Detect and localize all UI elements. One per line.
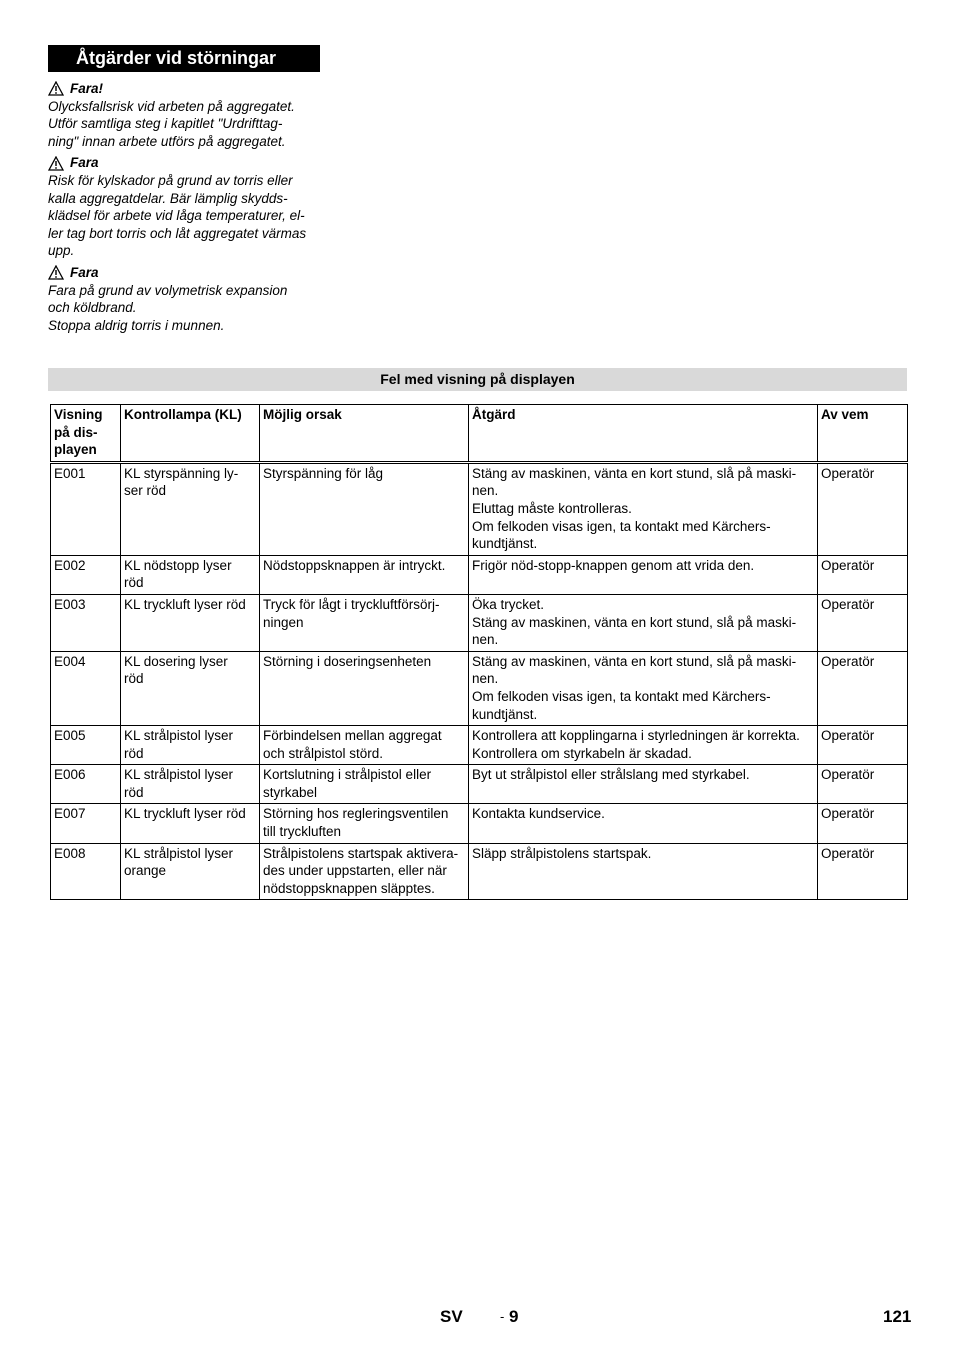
warning-triangle-icon [48,156,64,171]
warning-title [48,80,326,98]
table-row [51,765,908,804]
table-row [51,462,908,555]
warning-block [48,80,326,150]
error-code-cell: E004 [51,651,121,725]
error-code-cell: E007 [51,804,121,843]
column-header-by-whom: Av vem [818,405,908,463]
error-table [50,404,908,900]
remedy-cell: Stäng av maskinen, vänta en kort stund, slå på maski- nen. Eluttag måste kontrolleras. Om felkoden visas igen, ta kontakt med Kärchers- kundtjänst. [469,462,818,555]
table-row [51,726,908,765]
by-whom-cell: Operatör [818,804,908,843]
warning-text-line: och köldbrand. [48,300,137,316]
indicator-lamp-cell: KL styrspänning ly- ser röd [121,462,260,555]
section-title: Fel med visning på displayen [48,368,907,391]
warning-block [48,154,326,260]
by-whom-cell: Operatör [818,765,908,804]
possible-cause-cell: Förbindelsen mellan aggregat och strålpistol störd. [260,726,469,765]
column-header-remedy: Åtgärd [469,405,818,463]
warning-text-line: ler tag bort torris och låt aggregatet värmas [48,225,307,241]
possible-cause-cell: Kortslutning i strålpistol eller styrkabel [260,765,469,804]
table-row [51,843,908,900]
table-row [51,651,908,725]
indicator-lamp-cell: KL strålpistol lyser röd [121,726,260,765]
indicator-lamp-cell: KL dosering lyser röd [121,651,260,725]
remedy-cell: Kontrollera att kopplingarna i styrledningen är korrekta. Kontrollera om styrkabeln är skadad. [469,726,818,765]
by-whom-cell: Operatör [818,462,908,555]
possible-cause-cell: Tryck för lågt i tryckluftförsörj- ningen [260,594,469,651]
column-header-indicator-lamp: Kontrollampa (KL) [121,405,260,463]
possible-cause-cell: Styrspänning för låg [260,462,469,555]
error-code-cell: E008 [51,843,121,900]
column-header-possible-cause: Möjlig orsak [260,405,469,463]
table-header-row [51,405,908,463]
remedy-cell: Kontakta kundservice. [469,804,818,843]
warning-block [48,264,326,334]
warning-title [48,154,326,172]
by-whom-cell: Operatör [818,651,908,725]
error-code-cell: E001 [51,462,121,555]
warning-text-line: Olycksfallsrisk vid arbeten på aggregatet. [48,98,295,114]
by-whom-cell: Operatör [818,555,908,594]
warning-text-line: Risk för kylskador på grund av torris eller [48,172,293,188]
warning-text-line: Utför samtliga steg i kapitlet "Urdrifttag- [48,116,283,132]
indicator-lamp-cell: KL strålpistol lyser röd [121,765,260,804]
remedy-cell: Öka trycket. Stäng av maskinen, vänta en kort stund, slå på maski- nen. [469,594,818,651]
error-code-cell: E002 [51,555,121,594]
warning-title-text: Fara! [70,81,104,96]
indicator-lamp-cell: KL tryckluft lyser röd [121,804,260,843]
possible-cause-cell: Störning hos regleringsventilen till tryckluften [260,804,469,843]
footer-page-number: 121 [883,1307,912,1326]
page-heading: Åtgärder vid störningar [48,45,320,72]
warnings-block [48,80,326,334]
warning-triangle-icon [48,265,64,280]
remedy-cell: Frigör nöd-stopp-knappen genom att vrida den. [469,555,818,594]
warning-text-line: kalla aggregatdelar. Bär lämplig skydds- [48,190,288,206]
error-code-cell: E003 [51,594,121,651]
warning-text-line: Stoppa aldrig torris i munnen. [48,317,225,333]
warning-title-text: Fara [70,155,99,171]
possible-cause-cell: Strålpistolens startspak aktivera- des under uppstarten, eller när nödstoppsknappen släpptes. [260,843,469,900]
by-whom-cell: Operatör [818,594,908,651]
table-row [51,804,908,843]
by-whom-cell: Operatör [818,726,908,765]
warning-text-line: Fara på grund av volymetrisk expansion [48,282,288,298]
footer-section-page: 9 [509,1307,519,1326]
warning-triangle-icon [48,81,64,96]
column-header-display: Visning på dis- playen [51,405,121,463]
possible-cause-cell: Störning i doseringsenheten [260,651,469,725]
remedy-cell: Stäng av maskinen, vänta en kort stund, slå på maski- nen. Om felkoden visas igen, ta kontakt med Kärchers- kundtjänst. [469,651,818,725]
footer-language: SV [440,1307,463,1326]
warning-text-line: klädsel för arbete vid låga temperaturer, el- [48,208,305,224]
footer-dash: - [500,1309,505,1324]
indicator-lamp-cell: KL strålpistol lyser orange [121,843,260,900]
remedy-cell: Byt ut strålpistol eller strålslang med styrkabel. [469,765,818,804]
error-code-cell: E006 [51,765,121,804]
indicator-lamp-cell: KL nödstopp lyser röd [121,555,260,594]
warning-title-text: Fara [70,264,99,280]
table-row [51,594,908,651]
error-code-cell: E005 [51,726,121,765]
warning-title [48,264,326,282]
indicator-lamp-cell: KL tryckluft lyser röd [121,594,260,651]
warning-text-line: upp. [48,243,75,259]
table-row [51,555,908,594]
warning-text-line: ning" innan arbete utförs på aggregatet. [48,133,286,149]
possible-cause-cell: Nödstoppsknappen är intryckt. [260,555,469,594]
by-whom-cell: Operatör [818,843,908,900]
remedy-cell: Släpp strålpistolens startspak. [469,843,818,900]
